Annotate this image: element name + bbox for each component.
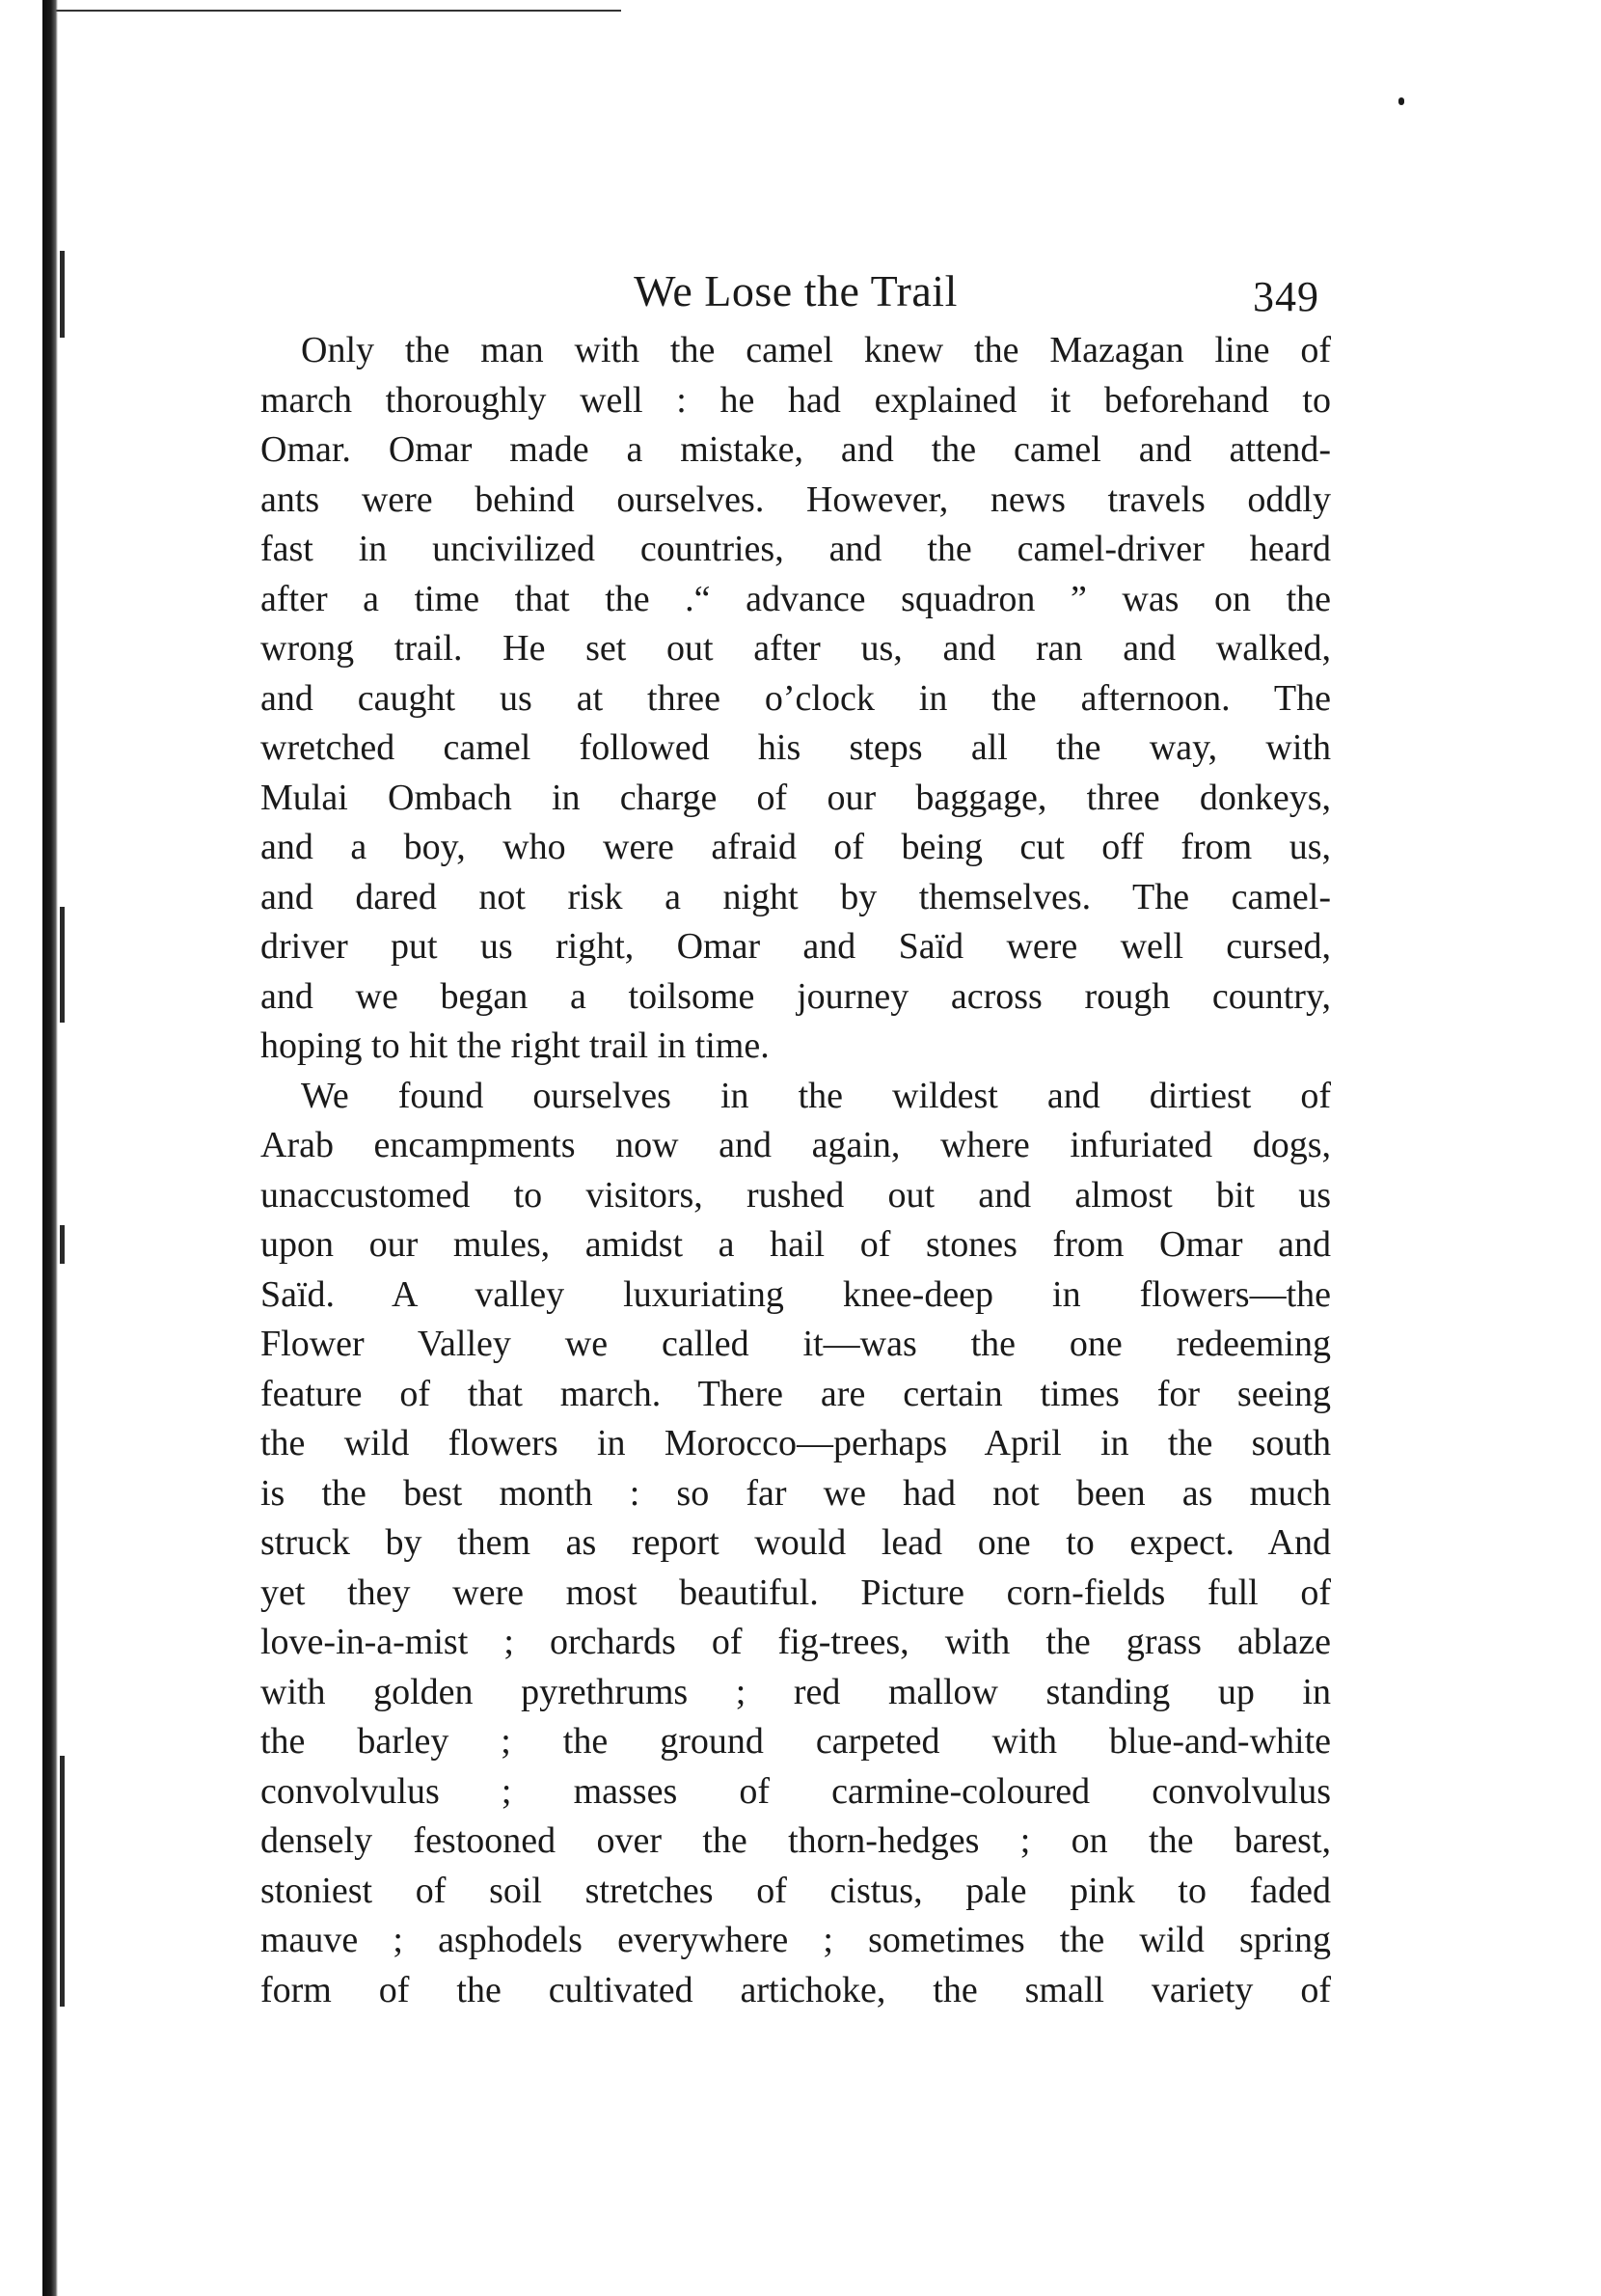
text-line: wrong trail. He set out after us, and ran and walked, (260, 628, 1331, 669)
text-line: Omar. Omar made a mistake, and the camel and attend- (260, 429, 1331, 470)
text-line: and caught us at three o’clock in the afternoon. The (260, 677, 1331, 719)
chapter-title: We Lose the Trail (634, 266, 958, 315)
text-line: densely festooned over the thorn-hedges ; on the barest, (260, 1820, 1331, 1861)
text-line: fast in uncivilized countries, and the camel-driver heard (260, 529, 1331, 569)
text-line: mauve ; asphodels everywhere ; sometimes the wild spring (260, 1920, 1331, 1960)
text-line: struck by them as report would lead one to expect. And (260, 1522, 1331, 1563)
text-line: Only the man with the camel knew the Mazagan line of (301, 330, 1331, 370)
scan-top-rule (42, 10, 621, 12)
text-line: wretched camel followed his steps all the way, with (260, 727, 1331, 768)
text-line: with golden pyrethrums ; red mallow standing up in (260, 1671, 1331, 1712)
text-line: driver put us right, Omar and Saïd were well cursed, (260, 926, 1331, 967)
body-text (260, 326, 1331, 2015)
text-line: after a time that the .“ advance squadron ” was on the (260, 578, 1331, 619)
text-line: love-in-a-mist ; orchards of fig-trees, with the grass ablaze (260, 1622, 1331, 1662)
scan-speck (60, 1756, 65, 2007)
text-line: is the best month : so far we had not been as much (260, 1472, 1331, 1514)
text-line: hoping to hit the right trail in time. (260, 1025, 770, 1066)
text-line: the wild flowers in Morocco—perhaps April in the south (260, 1423, 1331, 1463)
scan-speck (60, 1225, 65, 1264)
running-head (260, 262, 1331, 330)
text-line: upon our mules, amidst a hail of stones from Omar and (260, 1224, 1331, 1265)
text-line: the barley ; the ground carpeted with blue-and-white (260, 1721, 1331, 1762)
scan-stray-dot (1398, 97, 1404, 105)
text-line: ants were behind ourselves. However, news travels oddly (260, 478, 1331, 520)
text-line: and a boy, who were afraid of being cut off from us, (260, 827, 1331, 867)
text-line: Saïd. A valley luxuriating knee-deep in flowers—the (260, 1273, 1331, 1315)
page-number: 349 (1253, 273, 1319, 320)
text-line: Mulai Ombach in charge of our baggage, three donkeys, (260, 777, 1331, 818)
text-line: Arab encampments now and again, where infuriated dogs, (260, 1125, 1331, 1165)
text-line: yet they were most beautiful. Picture corn-fields full of (260, 1572, 1331, 1613)
text-line: form of the cultivated artichoke, the small variety of (260, 1969, 1331, 2010)
text-line: Flower Valley we called it—was the one redeeming (260, 1324, 1331, 1364)
text-line: We found ourselves in the wildest and dirtiest of (301, 1075, 1331, 1116)
scan-binding-edge (42, 0, 58, 2296)
text-line: convolvulus ; masses of carmine-coloured convolvulus (260, 1770, 1331, 1812)
text-line: march thoroughly well : he had explained it beforehand to (260, 379, 1331, 421)
scan-speck (60, 907, 65, 1023)
text-line: unaccustomed to visitors, rushed out and almost bit us (260, 1174, 1331, 1216)
text-line: and we began a toilsome journey across rough country, (260, 975, 1331, 1017)
text-line: and dared not risk a night by themselves. The camel- (260, 876, 1331, 917)
scan-speck (60, 251, 65, 338)
text-line: feature of that march. There are certain times for seeing (260, 1373, 1331, 1414)
text-line: stoniest of soil stretches of cistus, pale pink to faded (260, 1870, 1331, 1911)
